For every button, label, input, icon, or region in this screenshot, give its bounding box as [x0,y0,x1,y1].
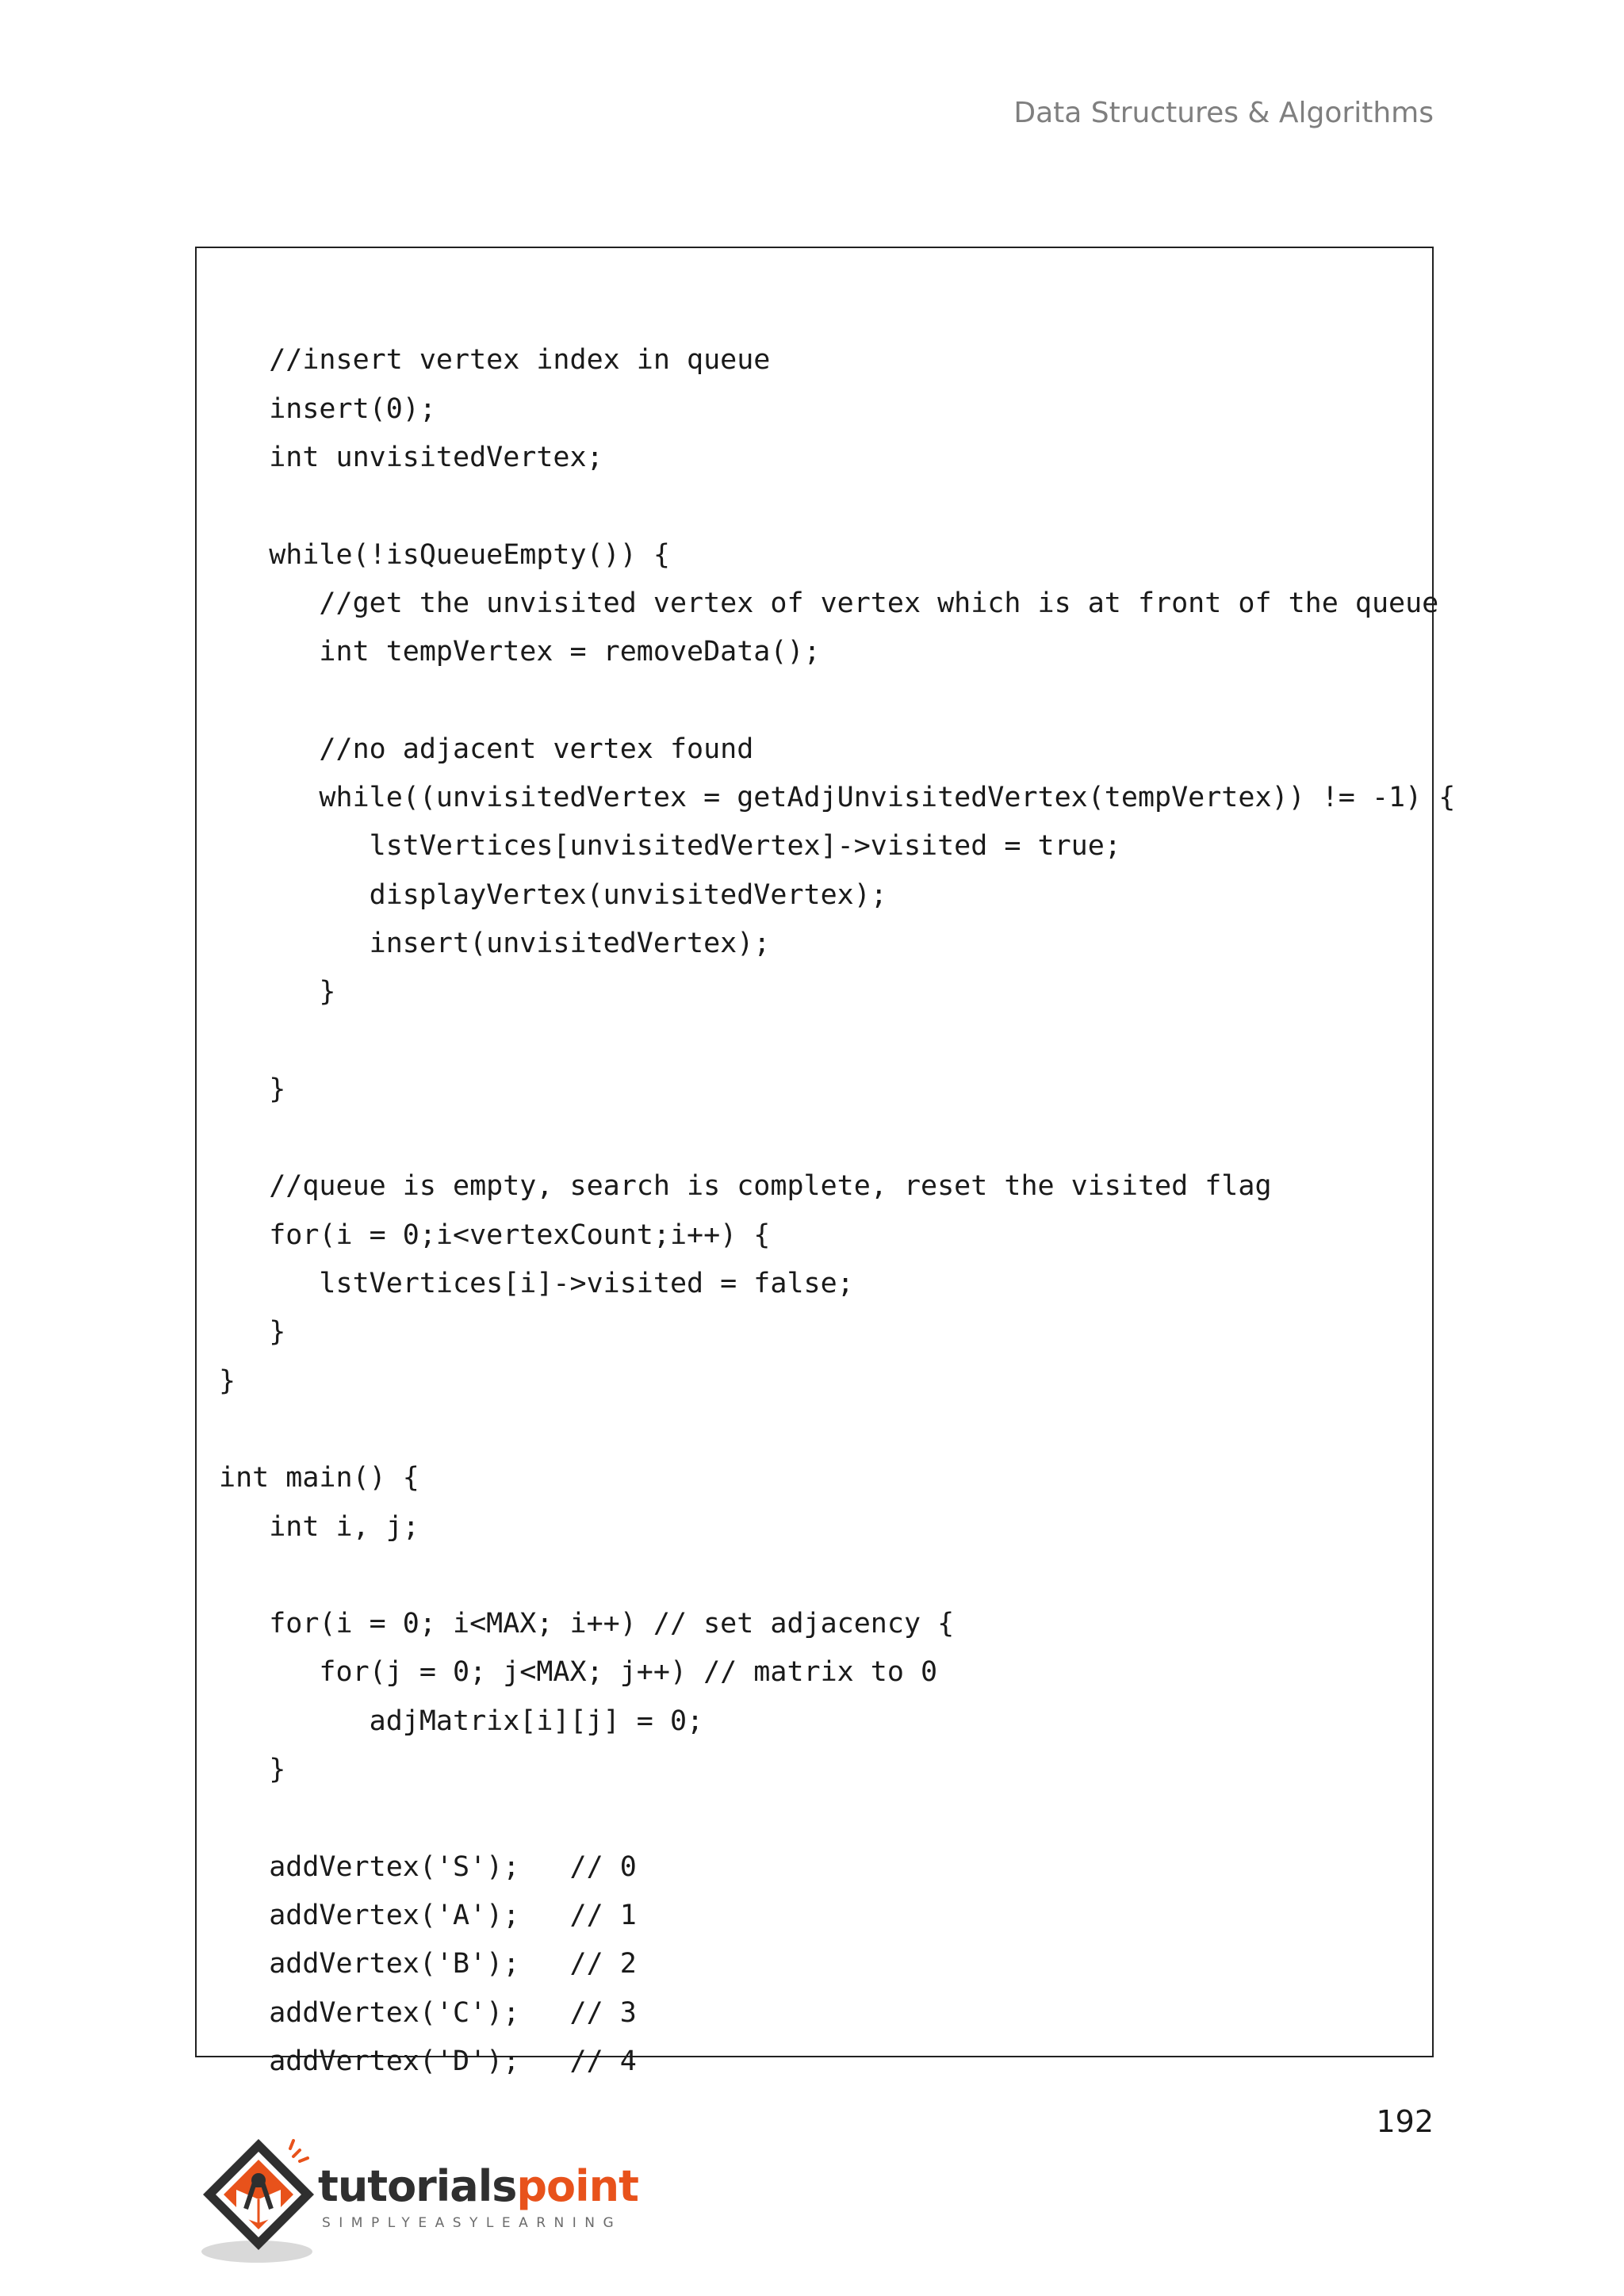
logo-word-point: point [516,2161,638,2211]
code-line: //get the unvisited vertex of vertex which is at front of the queue [219,587,1439,619]
code-line: //no adjacent vertex found [219,733,754,765]
logo-wordmark [318,2161,638,2211]
code-line: adjMatrix[i][j] = 0; [219,1705,704,1737]
code-line: } [219,976,336,1008]
code-line: for(i = 0; i<MAX; i++) // set adjacency { [219,1608,955,1640]
code-line: addVertex('D'); // 4 [219,2045,637,2077]
code-line: displayVertex(unvisitedVertex); [219,878,887,911]
running-header: Data Structures & Algorithms [1013,97,1434,129]
code-line: lstVertices[unvisitedVertex]->visited = true; [219,830,1121,863]
code-listing [195,247,1456,2077]
code-line: addVertex('S'); // 0 [219,1850,637,1883]
code-line: while(!isQueueEmpty()) { [219,538,670,571]
code-line: } [219,1364,236,1397]
code-line: insert(unvisitedVertex); [219,927,771,959]
code-line: for(i = 0;i<vertexCount;i++) { [219,1219,771,1251]
code-line: } [219,1754,286,1785]
code-line: //queue is empty, search is complete, reset the visited flag [219,1170,1272,1203]
tutorialspoint-diamond-book-icon [195,2133,330,2267]
tutorialspoint-logo [195,2133,639,2267]
code-line: } [219,1073,286,1105]
code-line: addVertex('C'); // 3 [219,1996,637,2029]
logo-word-tutorials: tutorials [318,2161,517,2211]
code-line: lstVertices[i]->visited = false; [219,1268,854,1299]
code-line: } [219,1316,286,1349]
code-line: insert(0); [219,392,436,425]
code-line: int unvisitedVertex; [219,441,603,473]
code-line: addVertex('A'); // 1 [219,1899,637,1931]
code-line: int main() { [219,1462,419,1494]
code-line: int tempVertex = removeData(); [219,636,821,668]
logo-tagline: SIMPLYEASYLEARNING [322,2215,622,2231]
code-line: int i, j; [219,1510,419,1543]
code-line: for(j = 0; j<MAX; j++) // matrix to 0 [219,1656,938,1689]
code-line: while((unvisitedVertex = getAdjUnvisitedVertex(tempVertex)) != -1) { [219,782,1456,813]
page-number: 192 [1376,2104,1434,2139]
code-line: //insert vertex index in queue [219,344,771,377]
code-line: addVertex('B'); // 2 [219,1948,637,1980]
